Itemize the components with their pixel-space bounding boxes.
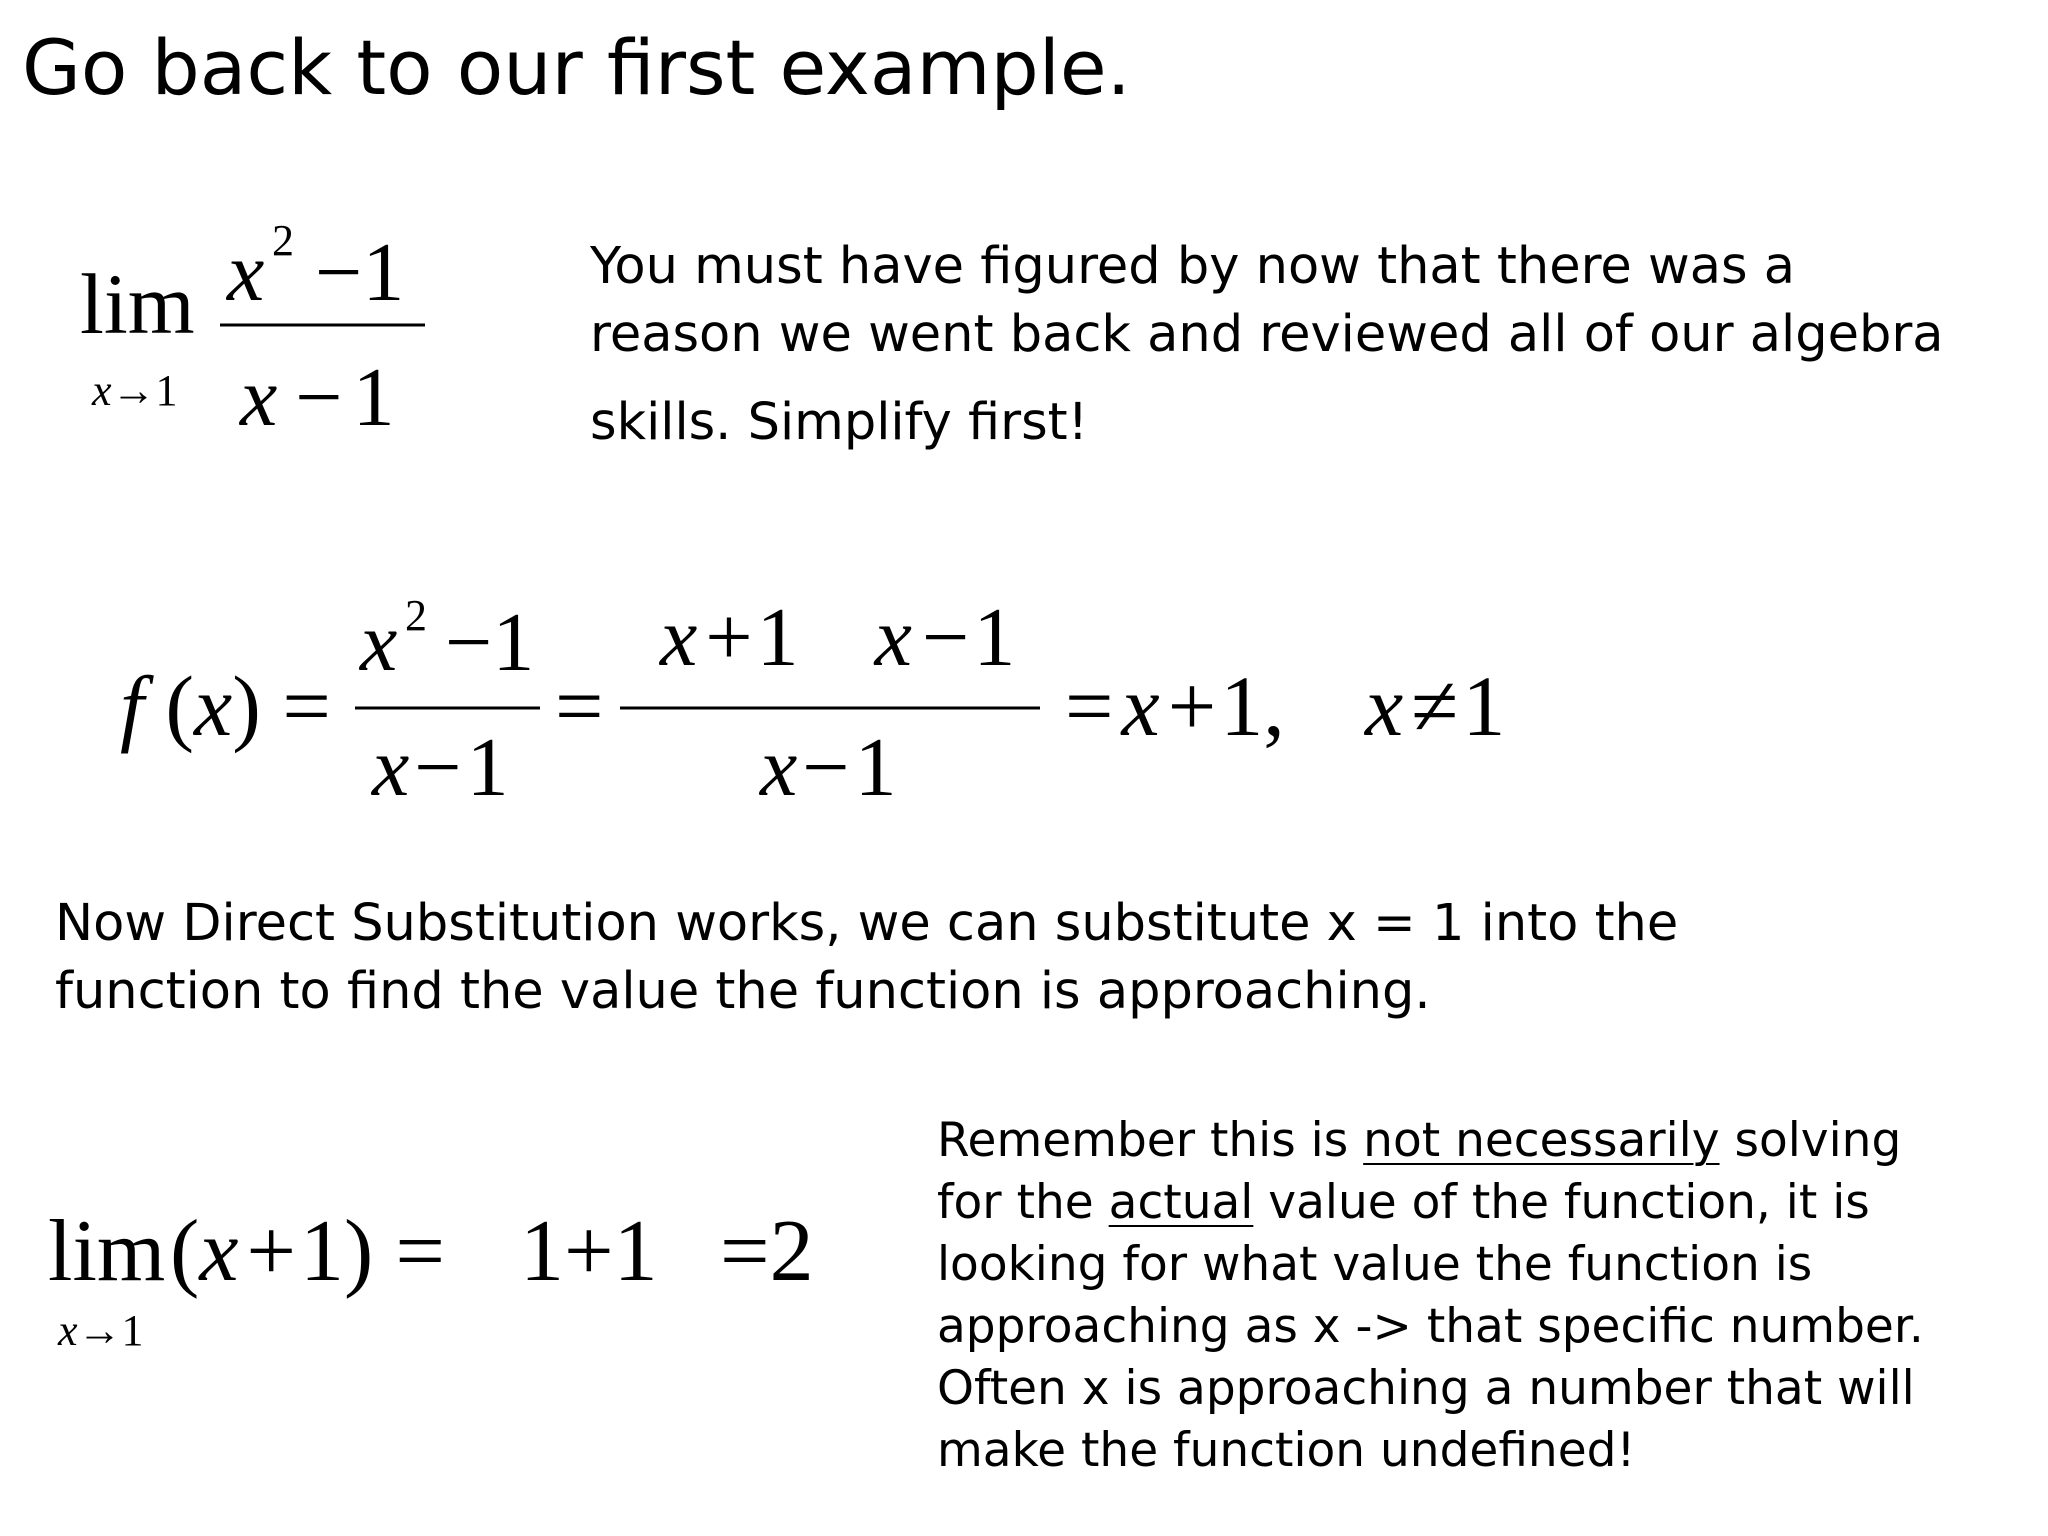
intro-line-2: reason we went back and reviewed all of our algebra — [590, 305, 1944, 364]
remember-line-4: approaching as x -> that specific number. — [937, 1299, 1924, 1354]
lim-label: lim — [80, 256, 195, 352]
frac1-numerator: x — [360, 596, 398, 689]
numerator-rest: −1 — [315, 226, 405, 319]
eval-lim: lim — [48, 1203, 166, 1300]
numerator-exponent: 2 — [272, 216, 294, 265]
intro-line-1: You must have figured by now that there was a — [590, 237, 1795, 296]
limit-evaluation — [40, 1190, 870, 1370]
equals-1: = — [555, 658, 604, 754]
eval-subscript: x→1 — [58, 1306, 144, 1355]
eval-expression: (x+1) = — [170, 1203, 445, 1300]
direct-substitution-paragraph — [55, 890, 1678, 1026]
numerator: x — [227, 226, 265, 319]
remember-line-5: Often x is approaching a number that will — [937, 1361, 1915, 1416]
page-title: Go back to our first example. — [22, 23, 1131, 112]
frac2-denominator: x−1 — [760, 721, 897, 814]
remember-line-1: Remember this is not necessarily solving — [937, 1113, 1902, 1168]
frac1-numerator-rest: −1 — [445, 596, 535, 689]
simplified-result: =x+1, — [1065, 658, 1285, 754]
intro-line-3: skills. Simplify first! — [590, 393, 1089, 452]
emphasis-not-necessarily: not necessarily — [1363, 1113, 1720, 1168]
limit-expression — [70, 200, 450, 440]
domain-condition: x≠1 — [1365, 658, 1506, 754]
substitution-line-2: function to find the value the function is approaching. — [55, 962, 1431, 1021]
substitution-line-1: Now Direct Substitution works, we can substitute x = 1 into the — [55, 894, 1679, 953]
frac1-denominator: x−1 — [372, 721, 509, 814]
emphasis-actual: actual — [1108, 1175, 1254, 1230]
eval-result: =2 — [720, 1203, 814, 1300]
eval-substituted: 1+1 — [520, 1203, 658, 1300]
intro-paragraph — [590, 233, 1944, 457]
remember-line-2: for the actual value of the function, it is — [937, 1175, 1870, 1230]
denominator: x − 1 — [240, 351, 395, 440]
remember-line-6: make the function undefined! — [937, 1423, 1636, 1478]
lim-subscript: x→1 — [92, 366, 178, 415]
simplification-equation — [110, 590, 1560, 830]
frac1-exponent: 2 — [405, 591, 427, 640]
remember-line-3: looking for what value the function is — [937, 1237, 1813, 1292]
remember-note — [937, 1110, 1924, 1482]
function-lhs: f (x) = — [120, 658, 331, 754]
frac2-numerator: x+1 x −1 — [660, 591, 1016, 684]
